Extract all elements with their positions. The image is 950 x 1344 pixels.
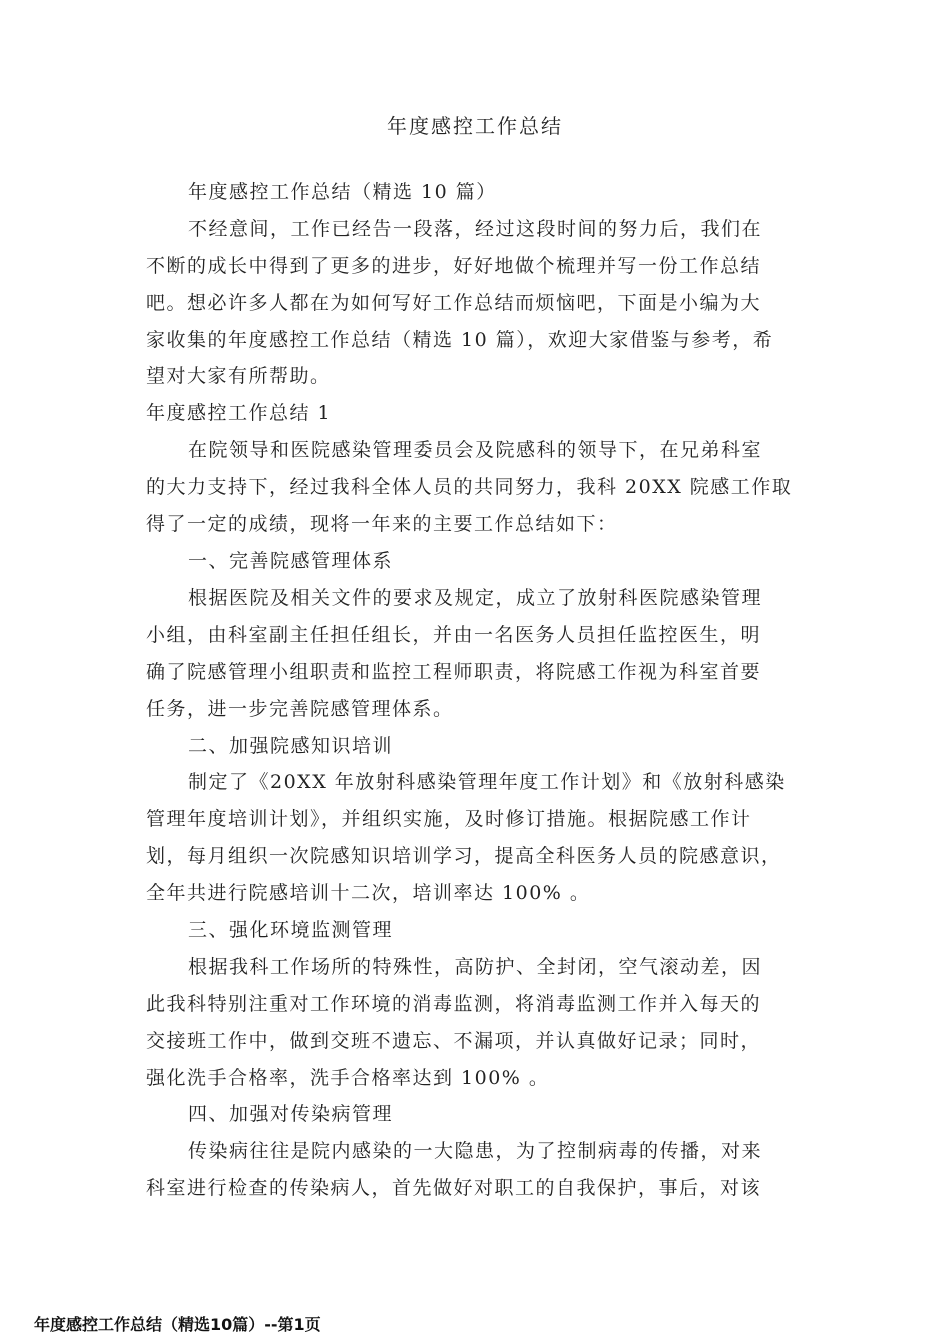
paragraph-line: 家收集的年度感控工作总结（精选 10 篇），欢迎大家借鉴与参考，希 (146, 329, 774, 351)
subsection-heading: 三、强化环境监测管理 (188, 919, 394, 941)
paragraph-line: 不断的成长中得到了更多的进步，好好地做个梳理并写一份工作总结 (146, 255, 762, 277)
paragraph-line: 得了一定的成绩，现将一年来的主要工作总结如下： (146, 513, 618, 535)
paragraph-line: 科室进行检查的传染病人，首先做好对职工的自我保护，事后，对该 (146, 1177, 762, 1199)
paragraph-line: 全年共进行院感培训十二次，培训率达 100% 。 (146, 882, 591, 904)
subsection-heading: 一、完善院感管理体系 (188, 550, 394, 572)
paragraph-line: 确了院感管理小组职责和监控工程师职责，将院感工作视为科室首要 (146, 661, 762, 683)
paragraph-line: 交接班工作中，做到交班不遗忘、不漏项，并认真做好记录；同时， (146, 1030, 762, 1052)
section-heading: 年度感控工作总结 1 (146, 402, 332, 424)
paragraph-line: 小组，由科室副主任担任组长，并由一名医务人员担任监控医生，明 (146, 624, 762, 646)
paragraph-line: 根据我科工作场所的特殊性，高防护、全封闭，空气滚动差，因 (188, 956, 763, 978)
subtitle-line: 年度感控工作总结（精选 10 篇） (188, 181, 497, 203)
paragraph-line: 此我科特别注重对工作环境的消毒监测，将消毒监测工作并入每天的 (146, 993, 762, 1015)
paragraph-line: 管理年度培训计划》，并组织实施，及时修订措施。根据院感工作计 (146, 808, 752, 830)
paragraph-line: 划，每月组织一次院感知识培训学习，提高全科医务人员的院感意识， (146, 845, 782, 867)
page-footer: 年度感控工作总结（精选10篇）--第1页 (34, 1315, 321, 1334)
document-title: 年度感控工作总结 (387, 114, 563, 138)
paragraph-line: 吧。想必许多人都在为如何写好工作总结而烦恼吧，下面是小编为大 (146, 292, 762, 314)
paragraph-line: 传染病往往是院内感染的一大隐患，为了控制病毒的传播，对来 (188, 1140, 763, 1162)
paragraph-line: 根据医院及相关文件的要求及规定，成立了放射科医院感染管理 (188, 587, 763, 609)
subsection-heading: 四、加强对传染病管理 (188, 1103, 394, 1125)
paragraph-line: 制定了《20XX 年放射科感染管理年度工作计划》和《放射科感染 (188, 771, 786, 793)
paragraph-line: 强化洗手合格率，洗手合格率达到 100% 。 (146, 1067, 550, 1089)
paragraph-line: 不经意间，工作已经告一段落，经过这段时间的努力后，我们在 (188, 218, 763, 240)
paragraph-line: 任务，进一步完善院感管理体系。 (146, 698, 454, 720)
paragraph-line: 的大力支持下，经过我科全体人员的共同努力，我科 20XX 院感工作取 (146, 476, 793, 498)
subsection-heading: 二、加强院感知识培训 (188, 735, 394, 757)
paragraph-line: 望对大家有所帮助。 (146, 365, 331, 387)
paragraph-line: 在院领导和医院感染管理委员会及院感科的领导下，在兄弟科室 (188, 439, 763, 461)
